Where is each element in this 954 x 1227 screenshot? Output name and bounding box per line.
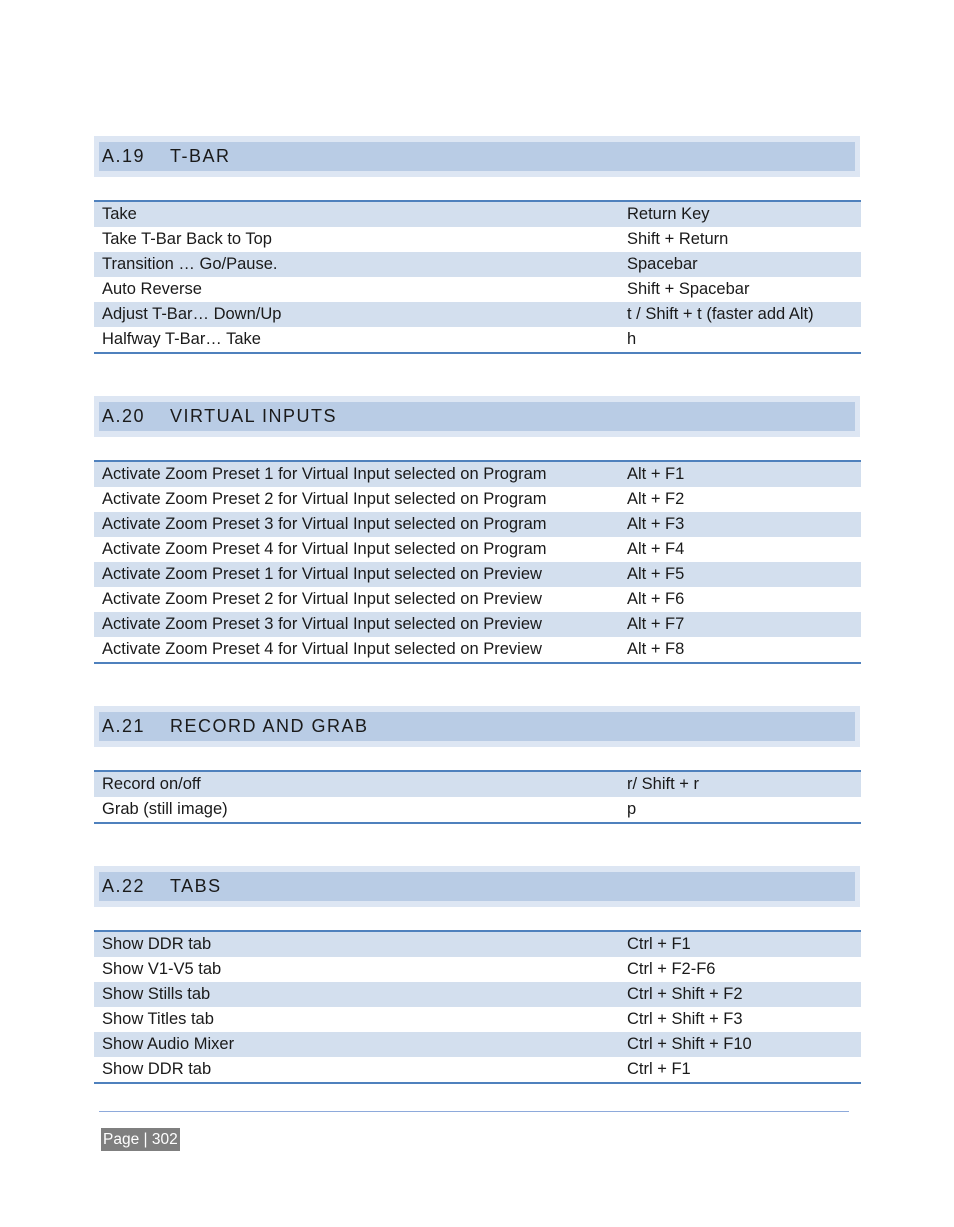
action-cell: Activate Zoom Preset 2 for Virtual Input selected on Preview: [102, 590, 542, 608]
action-cell: Show DDR tab: [102, 1060, 212, 1078]
key-cell: Ctrl + F2-F6: [627, 960, 716, 978]
table-row: [94, 637, 861, 663]
action-cell: Take: [102, 205, 137, 223]
table-row: [94, 252, 861, 277]
key-cell: Ctrl + Shift + F10: [627, 1035, 752, 1053]
table-row: [94, 461, 861, 487]
shortcut-table-tabs: [94, 930, 861, 1084]
action-cell: Activate Zoom Preset 4 for Virtual Input selected on Program: [102, 540, 547, 558]
section-number: A.21: [102, 716, 146, 736]
key-cell: Alt + F5: [627, 565, 685, 583]
table-row: [94, 771, 861, 797]
key-cell: Alt + F4: [627, 540, 685, 558]
action-cell: Activate Zoom Preset 4 for Virtual Input selected on Preview: [102, 640, 542, 658]
shortcut-table-t-bar: [94, 200, 861, 354]
key-cell: p: [627, 800, 637, 818]
table-row: [94, 277, 861, 302]
section-heading-a20: [94, 396, 860, 437]
key-cell: Ctrl + F1: [627, 1060, 691, 1078]
shortcut-table-record-and-grab: [94, 770, 861, 824]
key-cell: r/ Shift + r: [627, 775, 699, 793]
key-cell: t / Shift + t (faster add Alt): [627, 305, 814, 323]
table-row: [94, 302, 861, 327]
table-row: [94, 562, 861, 587]
shortcut-table-virtual-inputs: [94, 460, 861, 664]
key-cell: Ctrl + Shift + F2: [627, 985, 743, 1003]
key-cell: h: [627, 330, 637, 348]
page-number-badge: Page | 302: [101, 1128, 180, 1151]
section-heading-a19: [94, 136, 860, 177]
section-number: A.22: [102, 876, 146, 896]
action-cell: Show V1-V5 tab: [102, 960, 222, 978]
table-row: [94, 327, 861, 353]
action-cell: Transition … Go/Pause.: [102, 255, 278, 273]
section-number: A.19: [102, 146, 146, 166]
table-row: [94, 612, 861, 637]
section-heading-a22: [94, 866, 860, 907]
key-cell: Shift + Spacebar: [627, 280, 750, 298]
action-cell: Activate Zoom Preset 3 for Virtual Input selected on Preview: [102, 615, 542, 633]
table-row: [94, 982, 861, 1007]
table-row: [94, 957, 861, 982]
key-cell: Spacebar: [627, 255, 698, 273]
action-cell: Adjust T-Bar… Down/Up: [102, 305, 282, 323]
table-row: [94, 537, 861, 562]
key-cell: Alt + F7: [627, 615, 685, 633]
action-cell: Auto Reverse: [102, 280, 202, 298]
table-row: [94, 1007, 861, 1032]
action-cell: Activate Zoom Preset 2 for Virtual Input selected on Program: [102, 490, 547, 508]
key-cell: Alt + F3: [627, 515, 685, 533]
table-row: [94, 512, 861, 537]
section-number: A.20: [102, 406, 146, 426]
key-cell: Ctrl + F1: [627, 935, 691, 953]
table-row: [94, 931, 861, 957]
section-title: T-BAR: [170, 146, 231, 166]
action-cell: Show Stills tab: [102, 985, 211, 1003]
key-cell: Ctrl + Shift + F3: [627, 1010, 743, 1028]
action-cell: Activate Zoom Preset 3 for Virtual Input selected on Program: [102, 515, 547, 533]
table-row: [94, 587, 861, 612]
table-row: [94, 1057, 861, 1083]
key-cell: Alt + F6: [627, 590, 685, 608]
section-heading-a21: [94, 706, 860, 747]
footer-divider: [99, 1111, 849, 1112]
table-row: [94, 487, 861, 512]
action-cell: Activate Zoom Preset 1 for Virtual Input selected on Preview: [102, 565, 542, 583]
table-row: [94, 201, 861, 227]
key-cell: Alt + F1: [627, 465, 685, 483]
table-row: [94, 227, 861, 252]
action-cell: Halfway T-Bar… Take: [102, 330, 261, 348]
action-cell: Activate Zoom Preset 1 for Virtual Input selected on Program: [102, 465, 547, 483]
action-cell: Show Titles tab: [102, 1010, 214, 1028]
key-cell: Return Key: [627, 205, 710, 223]
action-cell: Take T-Bar Back to Top: [102, 230, 272, 248]
action-cell: Show DDR tab: [102, 935, 212, 953]
key-cell: Alt + F8: [627, 640, 685, 658]
key-cell: Shift + Return: [627, 230, 729, 248]
action-cell: Show Audio Mixer: [102, 1035, 235, 1053]
section-title: VIRTUAL INPUTS: [170, 406, 338, 426]
section-title: RECORD AND GRAB: [170, 716, 369, 736]
action-cell: Record on/off: [102, 775, 201, 793]
action-cell: Grab (still image): [102, 800, 228, 818]
table-row: [94, 1032, 861, 1057]
table-row: [94, 797, 861, 823]
section-title: TABS: [170, 876, 222, 896]
key-cell: Alt + F2: [627, 490, 685, 508]
